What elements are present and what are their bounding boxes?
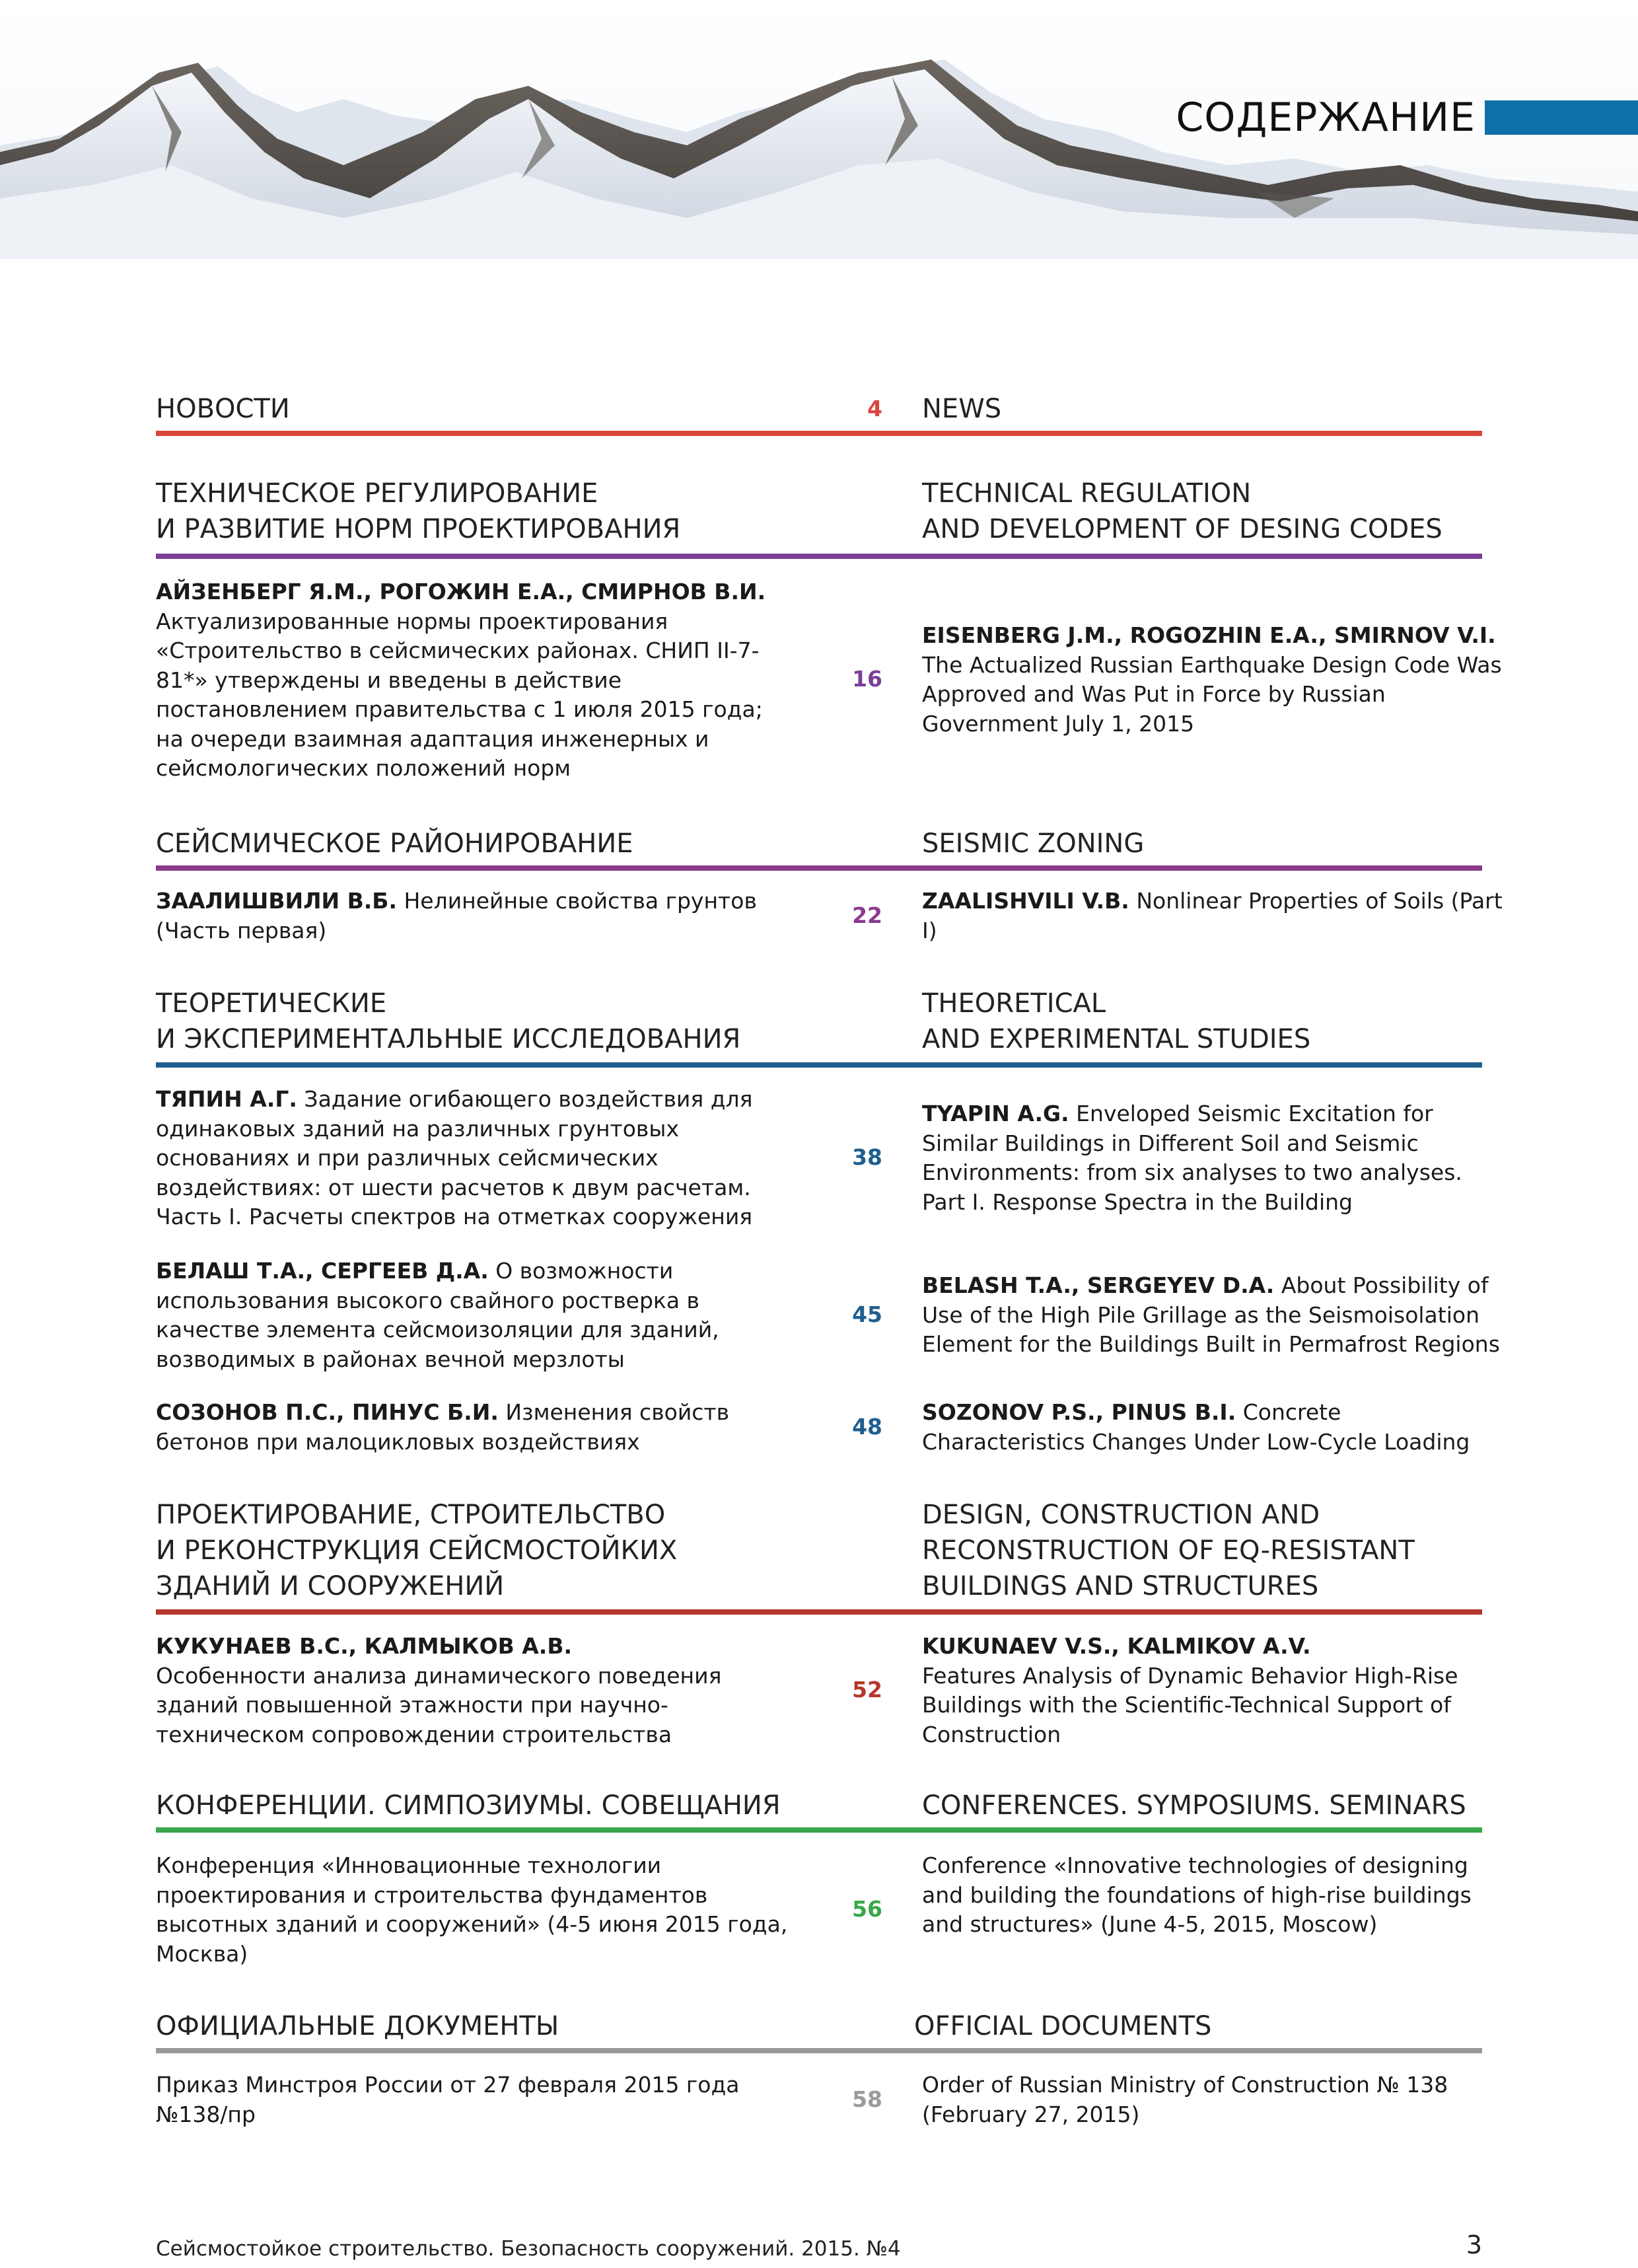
entry-en (922, 2070, 1503, 2129)
section-title-en: TECHNICAL REGULATION AND DEVELOPMENT OF DESING CODES (922, 478, 1442, 544)
entry-title-en: Enveloped Seismic Excitation for Similar Buildings in Different Soil and Seismic Environments: from six analyses to two analyses. Part I. Response Spectra in the Building (922, 1101, 1462, 1215)
section-rule-theoretical-studies (156, 1062, 1482, 1068)
entry-title-ru: Задание огибающего воздействия для одинаковых зданий на различных грунтовых основаниях и при различных сейсмических воздействиях: от шести расчетов к двум расчетам. Часть I. Расчеты спектров на отметках сооружения (156, 1086, 753, 1229)
entry-page-number[interactable]: 45 (852, 1301, 882, 1327)
section-header-conferences (156, 1788, 1482, 1823)
entry-ru (156, 1085, 790, 1232)
entry-en (922, 621, 1503, 739)
entry-title-ru: Актуализированные нормы проектирования «Строительство в сейсмических районах. СНИП II-7-81*» утверждены и введены в действие постановлением правительства с 1 июля 2015 года; на очереди взаимная адаптация инженерных и сейсмологических положений норм (156, 608, 763, 781)
title-accent-bar (1485, 100, 1638, 135)
section-header-official-documents (156, 2008, 1482, 2044)
entry-title-ru: Изменения свойств бетонов при малоцикловых воздействиях (156, 1399, 730, 1455)
entry-authors-ru: БЕЛАШ Т.А., СЕРГЕЕВ Д.А. (156, 1258, 489, 1284)
entry-page-number[interactable]: 16 (852, 666, 882, 692)
journal-footer: Сейсмостойкое строительство. Безопасность сооружений. 2015. №4 (156, 2237, 901, 2261)
entry-page-number[interactable]: 48 (852, 1414, 882, 1440)
section-rule-official-documents (156, 2048, 1482, 2053)
section-title-en: THEORETICAL AND EXPERIMENTAL STUDIES (922, 988, 1311, 1054)
section-title-ru: НОВОСТИ (156, 394, 290, 424)
entry-authors-en: BELASH T.A., SERGEYEV D.A. (922, 1272, 1275, 1298)
section-rule-conferences (156, 1827, 1482, 1833)
entry-title-en: Order of Russian Ministry of Construction № 138 (February 27, 2015) (922, 2072, 1448, 2127)
entry-title-en: Nonlinear Properties of Soils (Part I) (922, 888, 1503, 943)
entry-title-ru: Нелинейные свойства грунтов (Часть первая) (156, 888, 757, 943)
entry-title-ru: О возможности использования высокого свайного ростверка в качестве элемента сейсмоизоляции для зданий, возводимых в районах вечной мерзлоты (156, 1258, 719, 1372)
entry-title-ru: Приказ Минстроя России от 27 февраля 2015 года №138/пр (156, 2072, 740, 2127)
section-rule-news (156, 431, 1482, 436)
entry-title-en: Conference «Innovative technologies of designing and building the foundations of high-rise buildings and structures» (June 4-5, 2015, Moscow) (922, 1852, 1472, 1937)
section-title-en: NEWS (922, 394, 1002, 424)
entry-authors-en: KUKUNAEV V.S., KALMIKOV A.V. (922, 1633, 1311, 1659)
entry-ru (156, 1257, 790, 1374)
entry-authors-ru: АЙЗЕНБЕРГ Я.М., РОГОЖИН Е.А., СМИРНОВ В.И. (156, 579, 766, 604)
entry-en (922, 1632, 1503, 1749)
page-number: 3 (1466, 2230, 1482, 2259)
section-rule-seismic-zoning (156, 865, 1482, 871)
section-header-theoretical-studies (156, 986, 1482, 1058)
entry-en (922, 1851, 1503, 1940)
page-title-group (1176, 94, 1638, 141)
entry-page-number[interactable]: 38 (852, 1144, 882, 1170)
section-title-ru: ОФИЦИАЛЬНЫЕ ДОКУМЕНТЫ (156, 2011, 559, 2041)
entry-title-en: Features Analysis of Dynamic Behavior High-Rise Buildings with the Scientific-Technical Support of Construction (922, 1662, 1458, 1747)
section-title-ru: СЕЙСМИЧЕСКОЕ РАЙОНИРОВАНИЕ (156, 828, 633, 859)
entry-authors-ru: ТЯПИН А.Г. (156, 1086, 297, 1112)
section-title-ru: ТЕХНИЧЕСКОЕ РЕГУЛИРОВАНИЕ И РАЗВИТИЕ НОРМ ПРОЕКТИРОВАНИЯ (156, 478, 681, 544)
entry-title-en: The Actualized Russian Earthquake Design Code Was Approved and Was Put in Force by Russian Government July 1, 2015 (922, 651, 1502, 737)
entry-en (922, 1099, 1503, 1217)
entry-authors-ru: ЗААЛИШВИЛИ В.Б. (156, 888, 397, 914)
entry-en (922, 1398, 1503, 1457)
entry-authors-en: TYAPIN A.G. (922, 1101, 1069, 1126)
section-title-ru: ПРОЕКТИРОВАНИЕ, СТРОИТЕЛЬСТВО И РЕКОНСТРУКЦИЯ СЕЙСМОСТОЙКИХ ЗДАНИЙ И СООРУЖЕНИЙ (156, 1500, 678, 1601)
entry-page-number[interactable]: 52 (852, 1677, 882, 1702)
entry-authors-ru: СОЗОНОВ П.С., ПИНУС Б.И. (156, 1399, 499, 1425)
entry-page-number[interactable]: 58 (852, 2086, 882, 2112)
section-page-number[interactable]: 4 (867, 396, 882, 421)
entry-en (922, 887, 1503, 945)
section-title-ru: КОНФЕРЕНЦИИ. СИМПОЗИУМЫ. СОВЕЩАНИЯ (156, 1790, 781, 1821)
entry-authors-en: ZAALISHVILI V.B. (922, 888, 1129, 914)
section-title-en: OFFICIAL DOCUMENTS (914, 2011, 1212, 2041)
entry-ru (156, 887, 790, 945)
section-header-seismic-zoning (156, 826, 1482, 861)
page-title: СОДЕРЖАНИЕ (1176, 94, 1476, 141)
section-header-design-construction (156, 1497, 1482, 1604)
entry-title-ru: Конференция «Инновационные технологии проектирования и строительства фундаментов высотных зданий и сооружений» (4-5 июня 2015 года, Москва) (156, 1852, 788, 1967)
section-title-en: CONFERENCES. SYMPOSIUMS. SEMINARS (922, 1790, 1466, 1821)
entry-title-en: About Possibility of Use of the High Pile Grillage as the Seismoisolation Element for the Buildings Built in Permafrost Regions (922, 1272, 1500, 1357)
entry-ru (156, 577, 790, 784)
section-title-en: DESIGN, CONSTRUCTION AND RECONSTRUCTION OF EQ-RESISTANT BUILDINGS AND STRUCTURES (922, 1500, 1415, 1601)
entry-authors-en: SOZONOV P.S., PINUS B.I. (922, 1399, 1236, 1425)
entry-title-en: Concrete Characteristics Changes Under Low-Cycle Loading (922, 1399, 1470, 1455)
entry-ru (156, 1851, 790, 1969)
entry-authors-ru: КУКУНАЕВ В.С., КАЛМЫКОВ А.В. (156, 1633, 573, 1659)
section-header-technical-regulation (156, 476, 1482, 548)
entry-title-ru: Особенности анализа динамического поведения зданий повышенной этажности при научно-техническом сопровождении строительства (156, 1662, 722, 1747)
section-title-ru: ТЕОРЕТИЧЕСКИЕ И ЭКСПЕРИМЕНТАЛЬНЫЕ ИССЛЕДОВАНИЯ (156, 988, 741, 1054)
entry-page-number[interactable]: 22 (852, 902, 882, 928)
entry-en (922, 1271, 1503, 1360)
section-title-en: SEISMIC ZONING (922, 828, 1145, 859)
entry-ru (156, 1398, 790, 1457)
section-rule-technical-regulation (156, 554, 1482, 559)
entry-ru (156, 2070, 790, 2129)
section-rule-design-construction (156, 1609, 1482, 1615)
entry-authors-en: EISENBERG J.M., ROGOZHIN E.A., SMIRNOV V.I. (922, 622, 1496, 648)
section-header-news (156, 391, 1482, 427)
entry-page-number[interactable]: 56 (852, 1896, 882, 1922)
entry-ru (156, 1632, 790, 1749)
